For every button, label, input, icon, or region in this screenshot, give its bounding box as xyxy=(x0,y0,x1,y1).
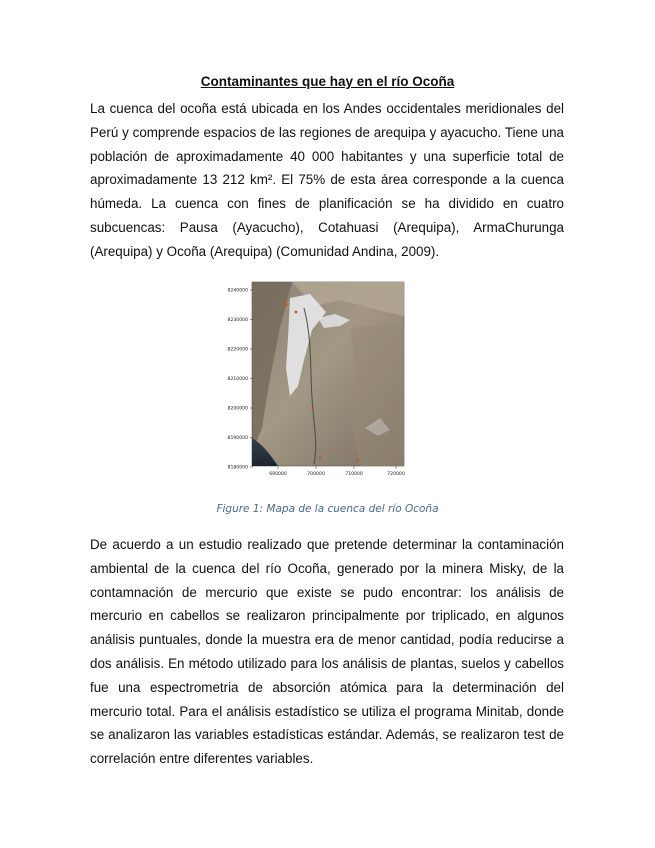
document-title: Contaminantes que hay en el río Ocoña xyxy=(200,74,455,89)
map-y-tick-label: 8190000 xyxy=(227,436,248,442)
paragraph-study: De acuerdo a un estudio realizado que pretende determinar la contaminación ambiental de la cuenca del río Ocoña, generado por la minera Misky, de la contamnación de mercurio que existe se pudo encontrar: los análisis de mercurio en cabellos se realizaron principalmente por triplicado, en algunos análisis puntuales, donde la muestra era de menor cantidad, podía reducirse a dos análisis. En método utilizado para los análisis de plantas, suelos y cabellos fue una espectrometria de absorción atómica para la determinación del mercurio total. Para el análisis estadístico se utiliza el programa Minitab, donde se analizaron las variables estadísticas estándar. Además, se realizaron test de correlación entre diferentes variables. xyxy=(90,537,564,767)
map-y-tick-label: 8240000 xyxy=(227,288,248,294)
map-y-tick-label: 8210000 xyxy=(227,377,248,383)
map-y-tick-label: 8230000 xyxy=(227,318,248,324)
paragraph-intro: La cuenca del ocoña está ubicada en los Andes occidentales meridionales del Perú y comprende espacios de las regiones de arequipa y ayacucho. Tiene una población de aproximadamente 40 000 habitantes y una superficie total de aproximadamente 13 212 km². El 75% de esta área corresponde a la cuenca húmeda. La cuenca con fines de planificación se ha dividido en cuatro subcuencas: Pausa (Ayacucho), Cotahuasi (Arequipa), ArmaChurunga (Arequipa) y Ocoña (Arequipa) (Comunidad Andina, 2009). xyxy=(90,101,564,259)
figure-map xyxy=(200,268,414,480)
map-x-tick-label: 710000 xyxy=(345,472,363,477)
map-x-tick-label: 690000 xyxy=(269,472,287,477)
map-x-tick-label: 720000 xyxy=(387,472,405,477)
figure-caption: Figure 1: Mapa de la cuenca del río Ocoña xyxy=(216,503,439,515)
map-x-tick-label: 700000 xyxy=(307,472,325,477)
basin-map-image xyxy=(200,268,414,480)
map-y-tick-label: 8200000 xyxy=(227,406,248,412)
map-y-tick-label: 8220000 xyxy=(227,347,248,353)
map-y-tick-label: 8180000 xyxy=(227,465,248,471)
